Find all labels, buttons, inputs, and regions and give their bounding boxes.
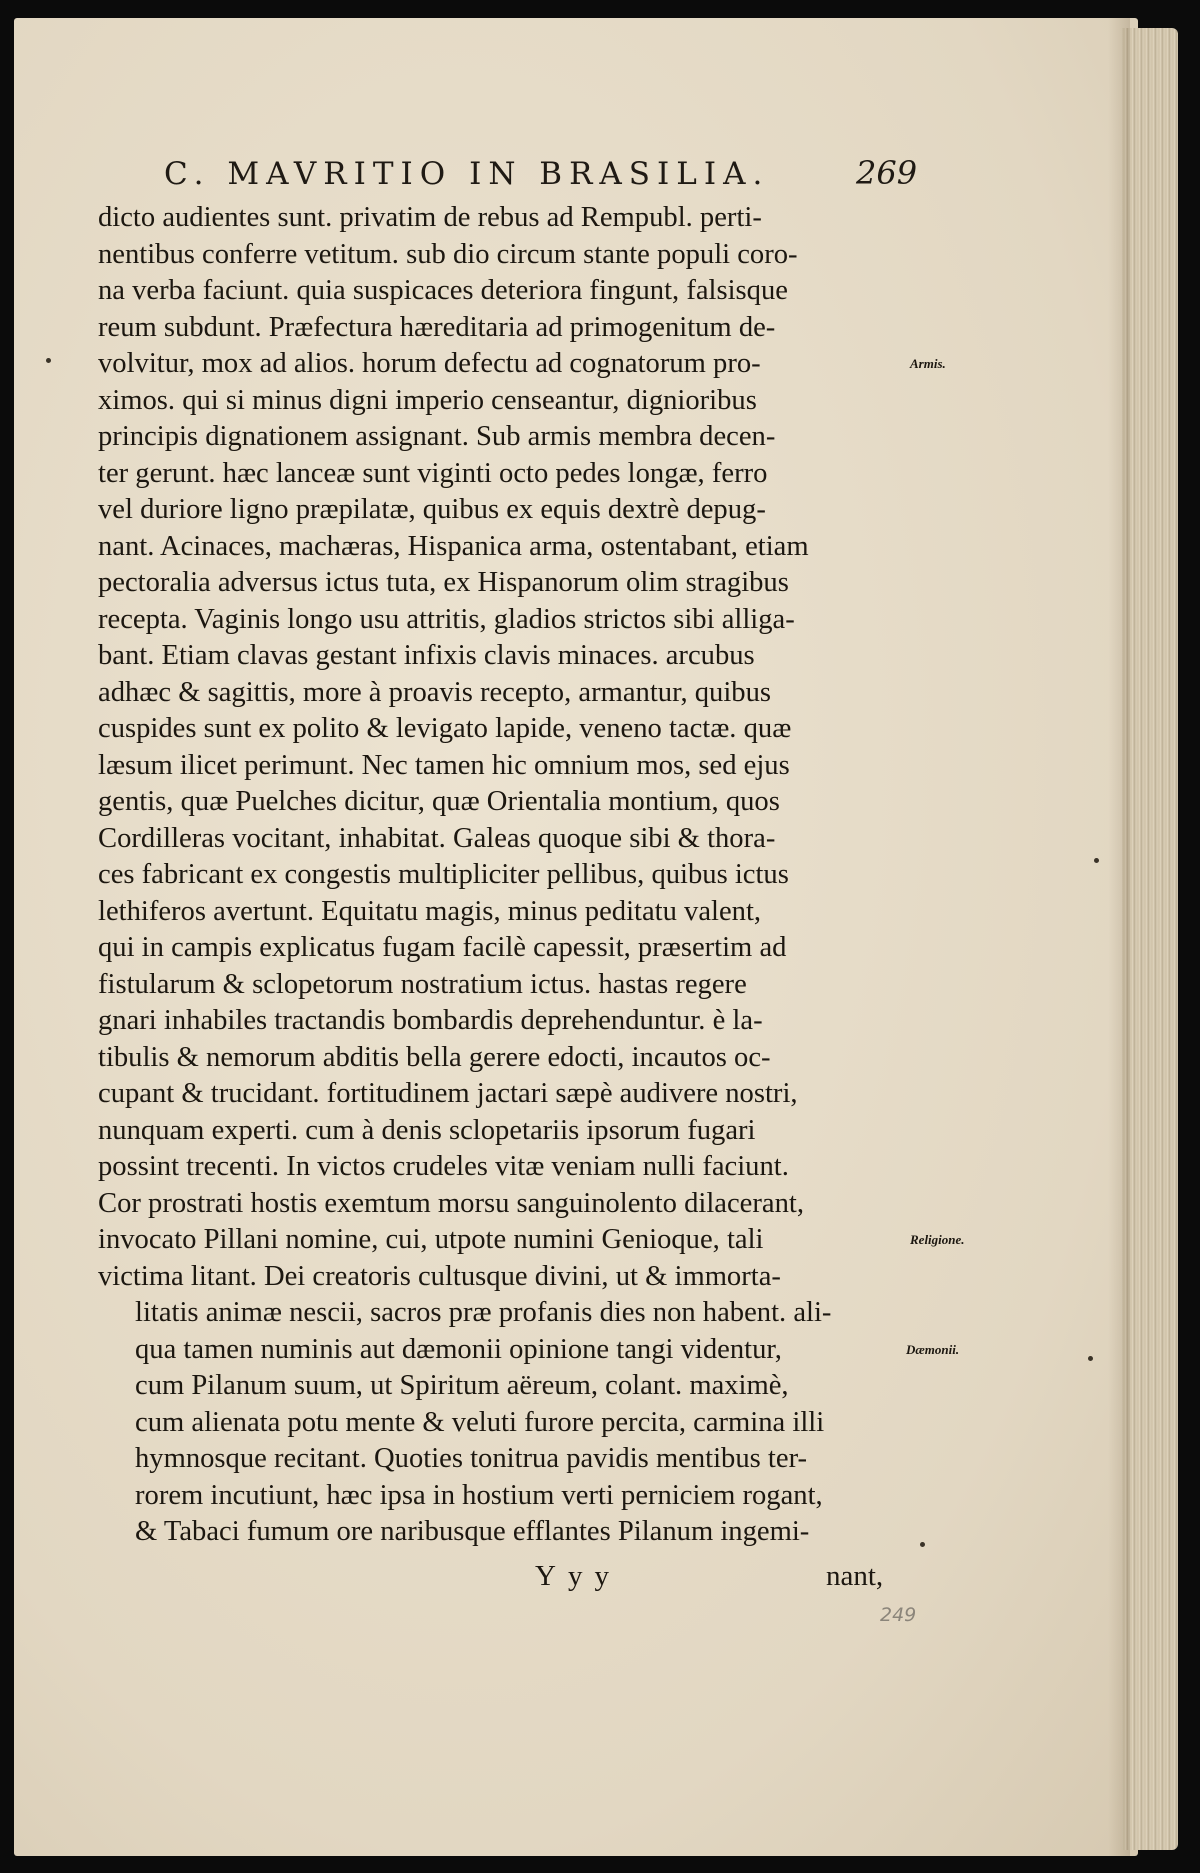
- pencil-folio-note: 249: [880, 1604, 917, 1626]
- text-line: victima litant. Dei creatoris cultusque divini, ut & immorta-: [98, 1260, 781, 1292]
- text-line: Cordilleras vocitant, inhabitat. Galeas quoque sibi & thora-: [98, 822, 776, 854]
- text-line: recepta. Vaginis longo usu attritis, gladios strictos sibi alliga-: [98, 603, 795, 635]
- page-edges: [1122, 28, 1178, 1850]
- text-line: bant. Etiam clavas gestant infixis clavis minaces. arcubus: [98, 640, 755, 671]
- text-line: na verba faciunt. quia suspicaces deteriora fingunt, falsisque: [98, 275, 788, 306]
- text-line: qua tamen numinis aut dæmonii opinione tangi videntur,: [135, 1333, 782, 1365]
- signature-mark: Yyy: [535, 1560, 621, 1592]
- text-line: cum Pilanum suum, ut Spiritum aëreum, colant. maximè,: [135, 1370, 789, 1401]
- text-line: volvitur, mox ad alios. horum defectu ad cognatorum pro-: [98, 348, 761, 379]
- marginal-note: Religione.: [910, 1232, 965, 1247]
- body-text: [98, 200, 904, 1551]
- page-shadow: [1108, 18, 1130, 1856]
- text-line: fistularum & sclopetorum nostratium ictus. hastas regere: [98, 968, 747, 1000]
- text-line: Cor prostrati hostis exemtum morsu sanguinolento dilacerant,: [98, 1187, 804, 1219]
- text-line: vel duriore ligno præpilatæ, quibus ex equis dextrè depug-: [98, 494, 766, 525]
- text-line: dicto audientes sunt. privatim de rebus ad Rempubl. perti-: [98, 202, 762, 233]
- text-line: qui in campis explicatus fugam facilè capessit, præsertim ad: [98, 932, 787, 963]
- text-line: gnari inhabiles tractandis bombardis deprehenduntur. è la-: [98, 1005, 763, 1036]
- text-line: nant. Acinaces, machæras, Hispanica arma, ostentabant, etiam: [98, 530, 809, 562]
- running-head-title: C. MAVRITIO IN BRASILIA.: [164, 156, 770, 192]
- text-line: nentibus conferre vetitum. sub dio circum stante populi coro-: [98, 238, 798, 270]
- text-line: nunquam experti. cum à denis sclopetariis ipsorum fugari: [98, 1114, 756, 1146]
- ink-speck: [46, 358, 51, 363]
- text-line: possint trecenti. In victos crudeles vitæ veniam nulli faciunt.: [98, 1151, 789, 1182]
- text-line: cuspides sunt ex polito & levigato lapide, veneno tactæ. quæ: [98, 713, 792, 744]
- text-line: & Tabaci fumum ore naribusque efflantes Pilanum ingemi-: [135, 1516, 810, 1547]
- page-number: 269: [856, 154, 918, 192]
- text-line: reum subdunt. Præfectura hæreditaria ad primogenitum de-: [98, 311, 776, 343]
- text-line: principis dignationem assignant. Sub armis membra decen-: [98, 421, 776, 452]
- text-line: cum alienata potu mente & veluti furore percita, carmina illi: [135, 1406, 825, 1438]
- text-line: rorem incutiunt, hæc ipsa in hostium verti perniciem rogant,: [135, 1479, 823, 1511]
- marginal-note: Armis.: [910, 356, 946, 371]
- ink-speck: [920, 1542, 925, 1547]
- text-line: ximos. qui si minus digni imperio censeantur, dignioribus: [98, 384, 757, 416]
- running-head: [0, 150, 1124, 200]
- text-line: gentis, quæ Puelches dicitur, quæ Orientalia montium, quos: [98, 786, 780, 817]
- text-line: adhæc & sagittis, more à proavis recepto, armantur, quibus: [98, 676, 772, 708]
- text-line: lethiferos avertunt. Equitatu magis, minus peditatu valent,: [98, 895, 762, 927]
- text-line: ces fabricant ex congestis multipliciter pellibus, quibus ictus: [98, 859, 789, 890]
- text-line: invocato Pillani nomine, cui, utpote numini Genioque, tali: [98, 1224, 764, 1255]
- text-line: pectoralia adversus ictus tuta, ex Hispanorum olim stragibus: [98, 567, 789, 598]
- text-line: ter gerunt. hæc lanceæ sunt viginti octo pedes longæ, ferro: [98, 457, 768, 489]
- catchword: nant,: [826, 1560, 884, 1592]
- text-line: cupant & trucidant. fortitudinem jactari sæpè audivere nostri,: [98, 1078, 798, 1109]
- marginal-note: Dæmonii.: [906, 1341, 960, 1357]
- ink-speck: [1094, 858, 1099, 863]
- text-line: litatis animæ nescii, sacros præ profanis dies non habent. ali-: [135, 1297, 832, 1328]
- ink-speck: [1088, 1356, 1093, 1361]
- text-line: hymnosque recitant. Quoties tonitrua pavidis mentibus ter-: [135, 1443, 808, 1474]
- text-line: tibulis & nemorum abditis bella gerere edocti, incautos oc-: [98, 1041, 771, 1073]
- text-line: læsum ilicet perimunt. Nec tamen hic omnium mos, sed ejus: [98, 749, 790, 781]
